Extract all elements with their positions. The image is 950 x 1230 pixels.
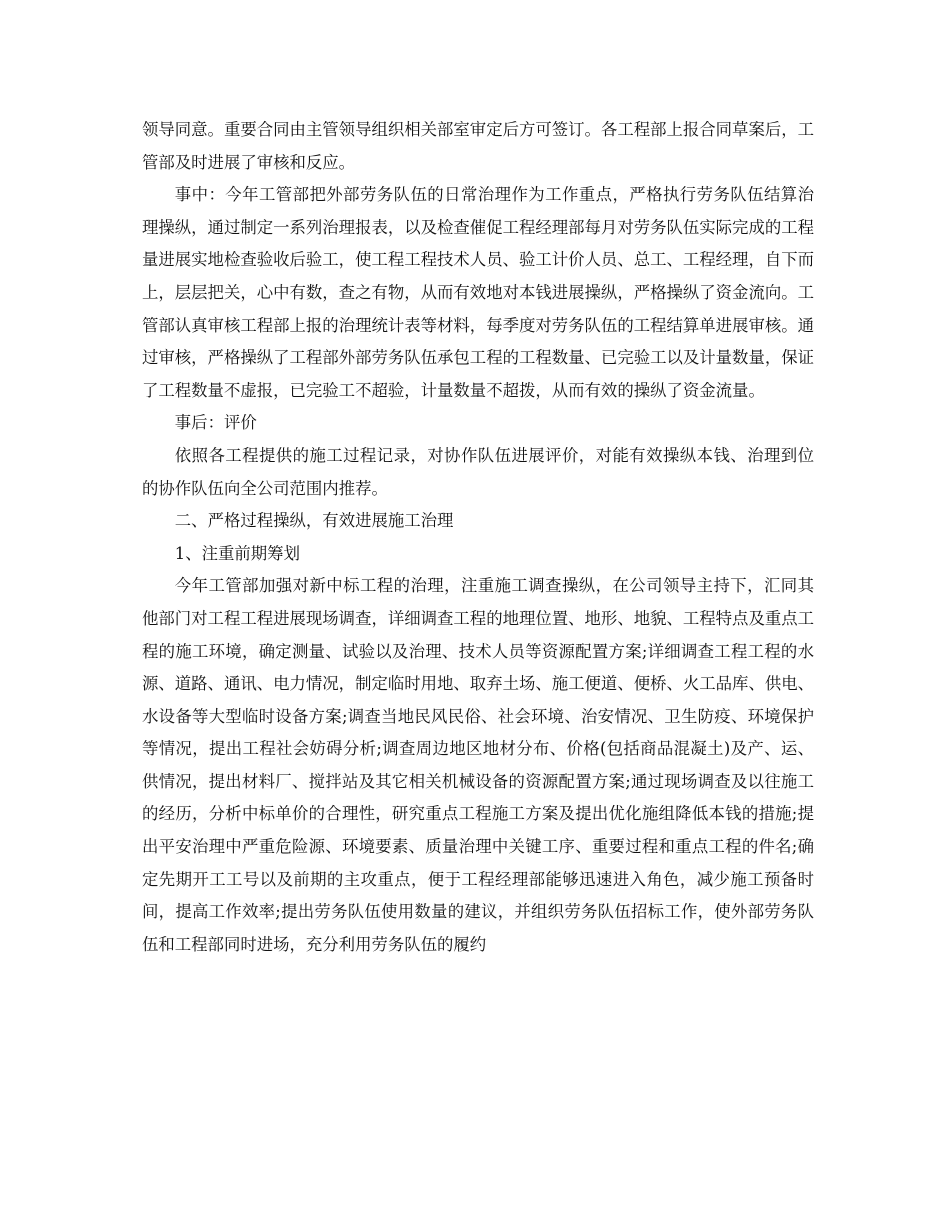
paragraph: 事中：今年工管部把外部劳务队伍的日常治理作为工作重点，严格执行劳务队伍结算治理操纵，通过制定一系列治理报表，以及检查催促工程经理部每月对劳务队伍实际完成的工程量进展实地检查验收后验工，使工程工程技术人员、验工计价人员、总工、工程经理，自下而上，层层把关，心中有数，查之有物，从而有效地对本钱进展操纵，严格操纵了资金流向。工管部认真审核工程部上报的治理统计表等材料，每季度对劳务队伍的工程结算单进展审核。通过审核，严格操纵了工程部外部劳务队伍承包工程的工程数量、已完验工以及计量数量，保证了工程数量不虚报，已完验工不超验，计量数量不超拨，从而有效的操纵了资金流量。 [142, 185, 815, 400]
document-page [142, 114, 814, 961]
paragraph: 事后：评价 [174, 413, 257, 433]
paragraph: 依照各工程提供的施工过程记录，对协作队伍进展评价，对能有效操纵本钱、治理到位的协作队伍向全公司范围内推荐。 [142, 445, 814, 498]
subsection-heading: 1、注重前期筹划 [174, 543, 300, 563]
paragraph: 领导同意。重要合同由主管领导组织相关部室审定后方可签订。各工程部上报合同草案后，工管部及时进展了审核和反应。 [142, 120, 815, 172]
paragraph: 今年工管部加强对新中标工程的治理，注重施工调查操纵，在公司领导主持下，汇同其他部门对工程工程进展现场调查，详细调查工程的地理位置、地形、地貌、工程特点及重点工程的施工环境，确定测量、试验以及治理、技术人员等资源配置方案;详细调查工程工程的水源、道路、通讯、电力情况，制定临时用地、取弃土场、施工便道、便桥、火工品库、供电、水设备等大型临时设备方案;调查当地民风民俗、社会环境、治安情况、卫生防疫、环境保护等情况，提出工程社会妨碍分析;调查周边地区地材分布、价格(包括商品混凝土)及产、运、供情况，提出材料厂、搅拌站及其它相关机械设备的资源配置方案;通过现场调查及以往施工的经历，分析中标单价的合理性，研究重点工程施工方案及提出优化施组降低本钱的措施;提出平安治理中严重危险源、环境要素、质量治理中关键工序、重要过程和重点工程的件名;确定先期开工工号以及前期的主攻重点，便于工程经理部能够迅速进入角色，减少施工预备时间，提高工作效率;提出劳务队伍使用数量的建议，并组织劳务队伍招标工作，使外部劳务队伍和工程部同时进场，充分利用劳务队伍的履约 [142, 576, 815, 954]
section-heading: 二、严格过程操纵，有效进展施工治理 [174, 511, 454, 531]
